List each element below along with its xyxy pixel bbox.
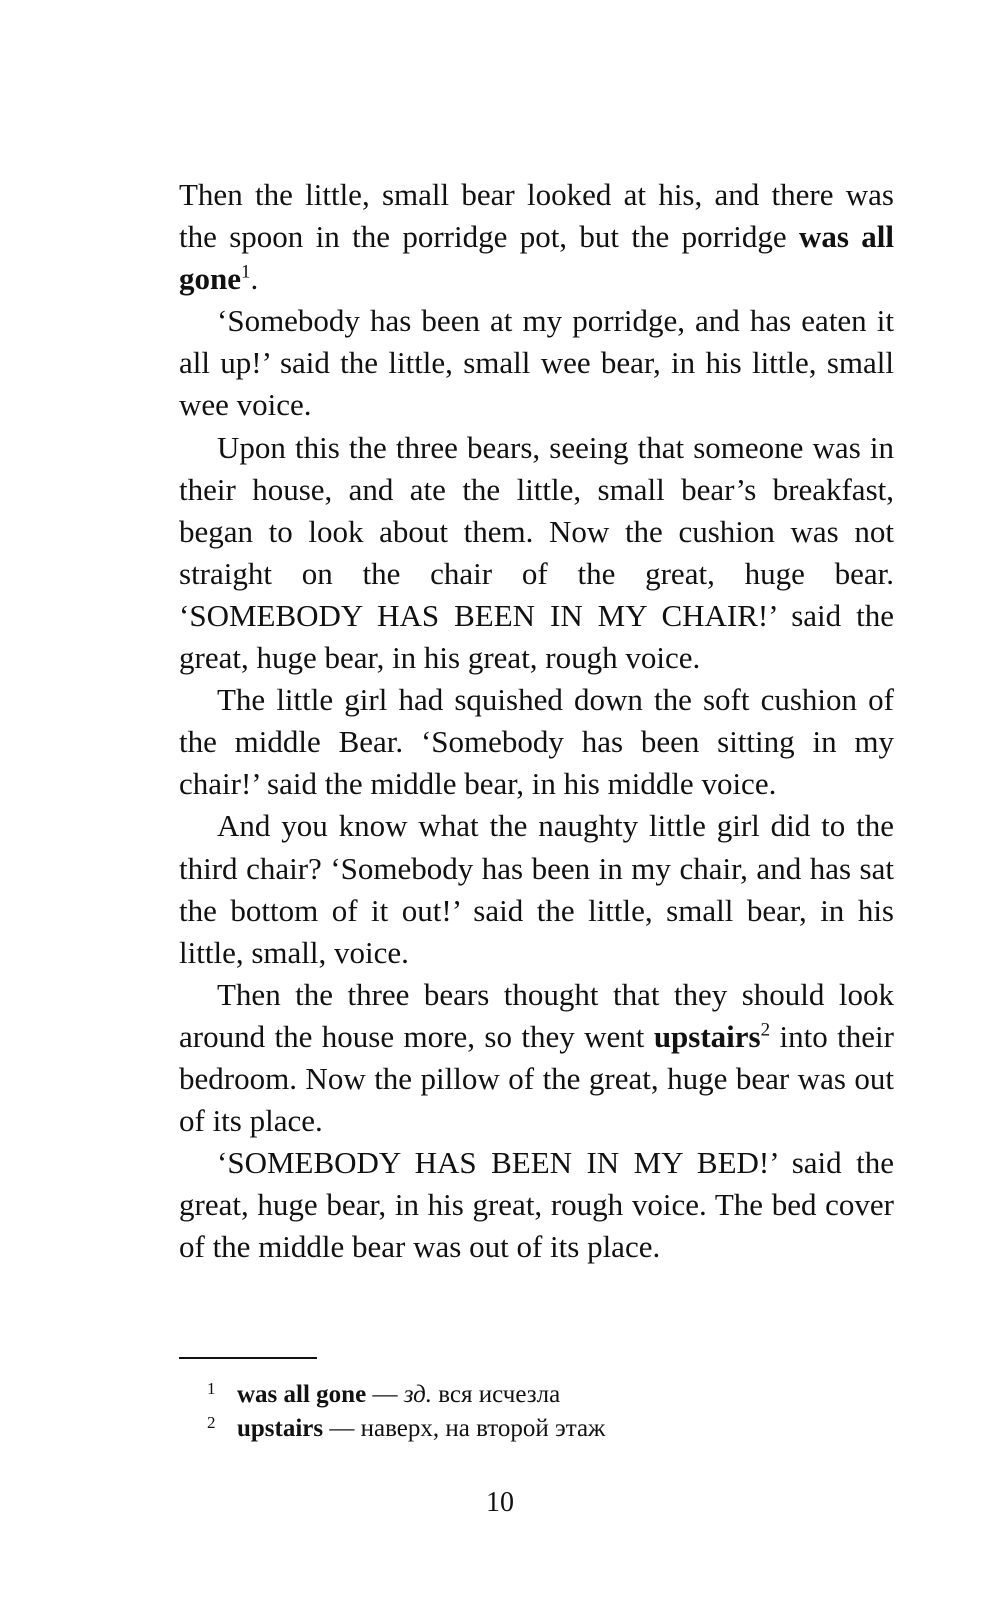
footnote-term: was all gone [237,1381,367,1408]
footnote-abbreviation: зд. [403,1381,433,1408]
footnote-translation: вся исчезла [432,1381,561,1408]
footnote-number: 1 [207,1379,216,1398]
glossed-term: was all gone [179,219,894,297]
paragraph-text: Then the three bears thought that they should look around the house more, so they went [179,976,894,1054]
paragraph [179,174,894,300]
paragraph-text: Then the little, small bear looked at his, and there was the spoon in the porridge pot, but the porridge [179,177,894,255]
paragraph: Upon this the three bears, seeing that someone was in their house, and ate the little, small bear’s breakfast, began to look about them. Now the cushion was not straight on the chair of the great, huge bear. ‘SOMEBODY HAS BEEN IN MY CHAIR!’ said the great, huge bear, in his great, rough voice. [179,429,894,676]
footnote-translation: наверх, на второй этаж [360,1415,606,1442]
footnote [207,1378,867,1412]
footnote [207,1412,867,1446]
paragraph: ‘SOMEBODY HAS BEEN IN MY BED!’ said the great, huge bear, in his great, rough voice. The bed cover of the middle bear was out of its place. [179,1145,894,1265]
footnote-dash: — [366,1381,404,1408]
footnote-term: upstairs [237,1415,324,1442]
footnote-dash: — [323,1415,361,1442]
paragraph [179,974,894,1142]
footnotes [207,1378,867,1446]
paragraph-text: . [250,261,259,297]
footnote-number: 2 [207,1413,216,1432]
page-number: 10 [486,1487,514,1518]
paragraph-text: into their bedroom. Now the pillow of the great, huge bear was out of its place. [179,1018,894,1139]
paragraph: And you know what the naughty little girl did to the third chair? ‘Somebody has been in my chair, and has sat the bottom of it out!’ said the little, small bear, in his little, small, voice. [179,808,894,970]
footnote-separator [179,1357,317,1359]
paragraph: ‘Somebody has been at my porridge, and has eaten it all up!’ said the little, small wee bear, in his little, small wee voice. [179,303,894,423]
glossed-term: upstairs [653,1018,761,1054]
main-text [179,174,894,1268]
footnote-marker: 1 [241,261,251,283]
paragraph: The little girl had squished down the soft cushion of the middle Bear. ‘Somebody has been sitting in my chair!’ said the middle bear, in his middle voice. [179,682,894,802]
footnote-marker: 2 [760,1019,771,1041]
